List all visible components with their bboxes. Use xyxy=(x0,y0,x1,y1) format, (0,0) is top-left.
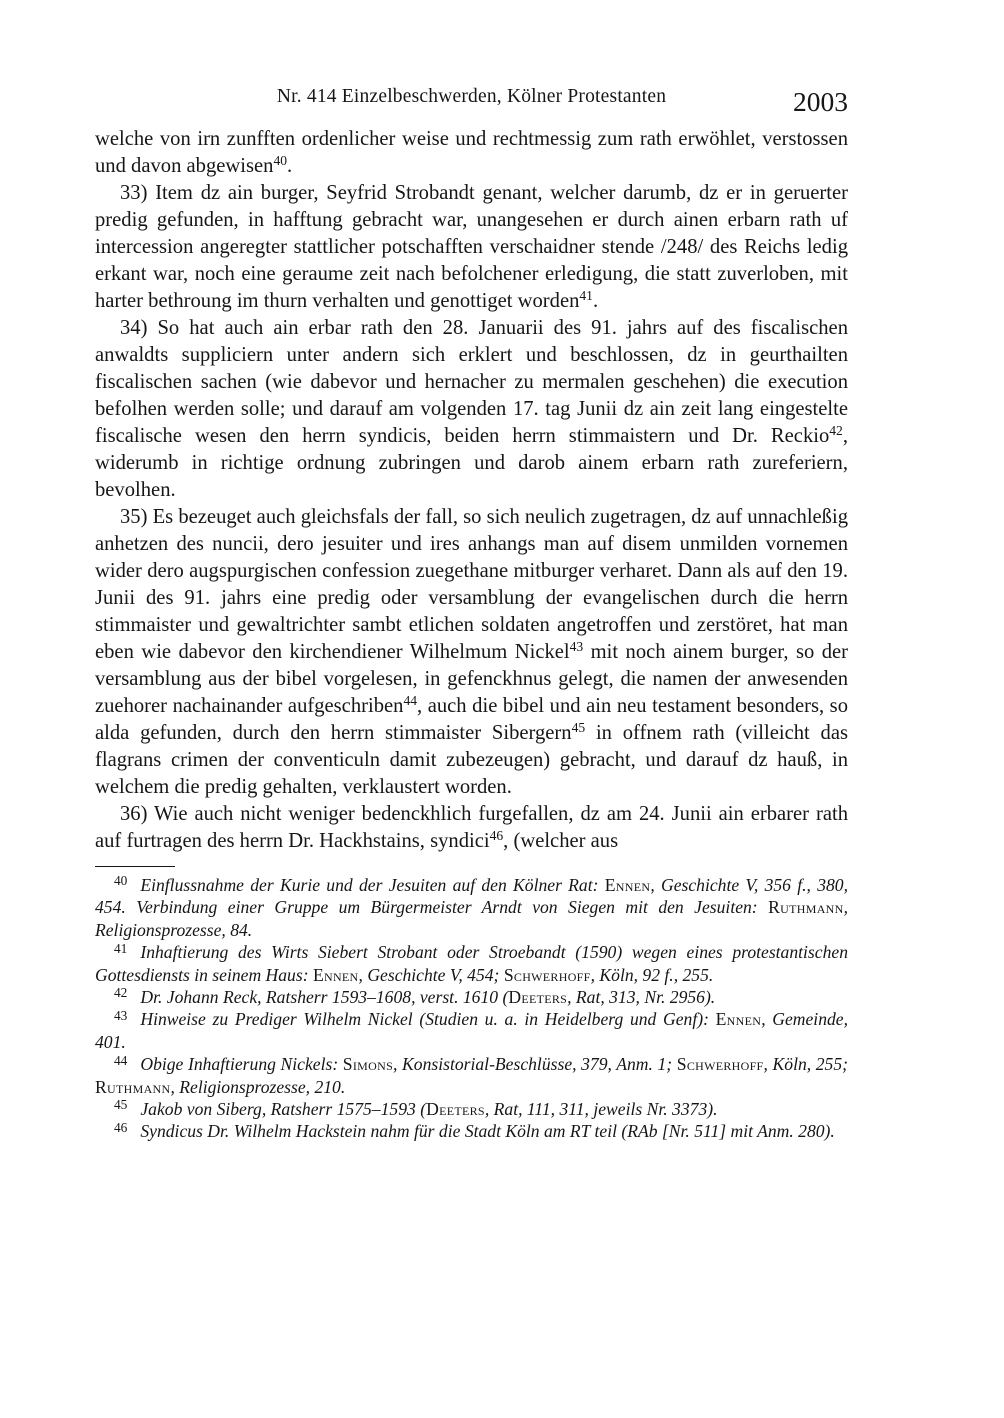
paragraph xyxy=(95,126,848,180)
footnote-number: 43 xyxy=(114,1007,128,1023)
text-run: , widerumb in richtige ordnung zubringen und darob ainem erbarn rath zureferiern, bevolhen. xyxy=(95,425,848,501)
text-run: in offnem rath (villeicht das flagrans crimen der conventiculn damit zubezeugen) gebracht, und darauf dz hauß, in welchem die predig gehalten, verklaustert worden. xyxy=(95,722,848,798)
running-head-title: Nr. 414 Einzelbeschwerden, Kölner Protestanten xyxy=(276,86,667,107)
text-run: , Geschichte V, 356 f., 380, 454. Verbindung einer Gruppe um Bürgermeister Arndt von Siegen mit den Jesuiten: xyxy=(95,875,848,918)
footnote xyxy=(95,1008,848,1053)
text-run: Syndicus Dr. Wilhelm Hackstein nahm für die Stadt Köln am RT teil (RAb [Nr. 511] mit Anm. 280). xyxy=(140,1121,835,1142)
text-run: , Köln, 255; xyxy=(763,1054,849,1075)
author-name: Ruthmann xyxy=(95,1076,171,1097)
text-run: 34) So hat auch ain erbar rath den 28. Januarii des 91. jahrs auf des fiscalischen anwaldts suppliciern unter andern sich erklert und beschlossen, dz in geurthailten fiscalischen sachen (wie dabevor und hernacher zu mermalen geschehen) die execution befolhen werden solle; und darauf am volgenden 17. tag Junii dz ain zeit lang eingestelte fiscalische wesen den herrn syndicis, beiden herrn stimmaistern und Dr. Reckio xyxy=(95,317,848,447)
text-run: . xyxy=(592,290,599,312)
author-name: Deeters xyxy=(508,987,568,1008)
footnote-reference: 46 xyxy=(489,828,504,844)
footnote-reference: 45 xyxy=(571,720,586,736)
footnote-number: 44 xyxy=(114,1052,128,1068)
author-name: Ennen xyxy=(312,964,359,985)
footnote xyxy=(95,1120,848,1142)
footnotes-list xyxy=(95,874,848,1143)
footnote-number: 41 xyxy=(114,940,128,956)
text-run: 33) Item dz ain burger, Seyfrid Strobandt genant, welcher darumb, dz er in geruerter predig gefunden, in hafftung gebracht war, unangesehen er durch ainen erbarn rath uf intercession angeregter stattlicher potschafften verschaidner stende /248/ des Reichs ledig erkant war, noch eine geraume zeit nach befolchener erledigung, die statt zuverloben, mit harter bethroung im thurn verhalten und genottiget worden xyxy=(95,182,848,312)
paragraph xyxy=(95,801,848,855)
footnote-number: 45 xyxy=(114,1097,128,1113)
footnote xyxy=(95,874,848,941)
text-run: Hinweise zu Prediger Wilhelm Nickel (Studien u. a. in Heidelberg und Genf): xyxy=(140,1009,716,1030)
text-run: Jakob von Siberg, Ratsherr 1575–1593 ( xyxy=(140,1099,427,1120)
text-run: welche von irn zunfften ordenlicher weise und rechtmessig zum rath erwöhlet, verstossen und davon abgewisen xyxy=(95,128,848,177)
text-run: , auch die bibel und ain neu testament besonders, so alda gefunden, durch den herrn stimmaister Sibergern xyxy=(95,695,848,744)
footnote-number: 40 xyxy=(114,873,128,889)
text-run: , Gemeinde, 401. xyxy=(95,1009,848,1052)
text-run: . xyxy=(287,155,293,177)
footnote-reference: 41 xyxy=(579,288,593,304)
paragraph xyxy=(95,504,848,801)
text-run: mit noch ainem burger, so der versamblung aus der bibel vorgelesen, in gefenckhnus gelegt, die namen der anwesenden zuehorer nachainander aufgeschriben xyxy=(95,641,848,717)
footnote-reference: 42 xyxy=(829,423,843,439)
text-run: , Rat, 111, 311, jeweils Nr. 3373). xyxy=(484,1099,718,1120)
footnote-separator-rule xyxy=(95,866,175,867)
author-name: Schwerhoff xyxy=(676,1054,764,1075)
text-run: Dr. Johann Reck, Ratsherr 1593–1608, verst. 1610 ( xyxy=(140,987,509,1008)
text-run: 35) Es bezeuget auch gleichsfals der fall, so sich neulich zugetragen, dz auf unnachleßig anhetzen des nuncii, dero jesuiter und ires anhangs man auf disem unmilden vornemen wider dero augspurgischen confession zuegethane mitburger verharet. Dann als auf den 19. Junii des 91. jahrs eine predig oder versamblung der evangelischen durch die herrn stimmaister und gewaltrichter sambt etlichen soldaten angetroffen und zerstöret, hat man eben wie dabevor den kirchendiener Wilhelmum Nickel xyxy=(95,506,848,663)
footnote-reference: 43 xyxy=(569,639,584,655)
paragraph xyxy=(95,315,848,504)
author-name: Schwerhoff xyxy=(503,964,591,985)
author-name: Deeters xyxy=(426,1099,485,1120)
text-run: , Köln, 92 f., 255. xyxy=(590,964,714,985)
author-name: Ennen xyxy=(604,875,651,895)
text-run: , (welcher aus xyxy=(503,830,619,852)
page-number: 2003 xyxy=(793,86,848,117)
author-name: Ennen xyxy=(715,1009,762,1030)
text-run: 36) Wie auch nicht weniger bedenckhlich furgefallen, dz am 24. Junii ain erbarer rath auf furtragen des herrn Dr. Hackhstains, syndici xyxy=(95,803,848,852)
text-run: , Religionsprozesse, 84. xyxy=(95,897,848,940)
running-header xyxy=(95,82,848,118)
body-text xyxy=(95,126,848,855)
text-run: Inhaftierung des Wirts Siebert Strobant oder Stroebandt (1590) wegen eines protestantischen Gottesdiensts in seinem Haus: xyxy=(95,942,848,985)
author-name: Ruthmann xyxy=(768,897,844,918)
footnote xyxy=(95,1098,848,1120)
footnote xyxy=(95,986,848,1008)
text-run: , Rat, 313, Nr. 2956). xyxy=(567,987,716,1008)
text-run: Obige Inhaftierung Nickels: xyxy=(140,1054,343,1075)
page-content xyxy=(95,82,848,1143)
footnote-reference: 40 xyxy=(273,153,288,169)
text-run: Einflussnahme der Kurie und der Jesuiten auf den Kölner Rat: xyxy=(140,875,605,895)
footnote-reference: 44 xyxy=(403,693,418,709)
text-run: , Konsistorial-Beschlüsse, 379, Anm. 1; xyxy=(393,1054,677,1075)
footnote xyxy=(95,1053,848,1098)
text-run: , Geschichte V, 454; xyxy=(358,964,504,985)
footnote-number: 46 xyxy=(114,1119,128,1135)
paragraph xyxy=(95,180,848,315)
text-run: , Religionsprozesse, 210. xyxy=(170,1076,346,1097)
footnote-number: 42 xyxy=(114,985,128,1001)
footnote xyxy=(95,941,848,986)
author-name: Simons xyxy=(342,1054,394,1075)
